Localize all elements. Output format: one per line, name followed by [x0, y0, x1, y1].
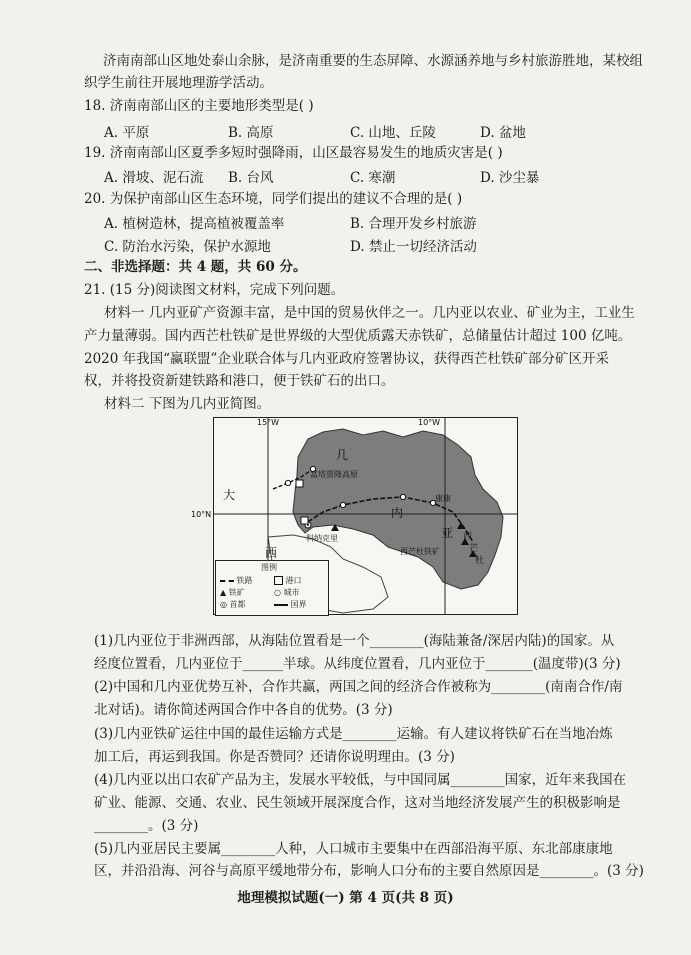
label-country-3: 亚	[441, 526, 454, 540]
intro-line-2: 织学生前往开展地理游学活动。	[84, 75, 273, 91]
q21-4-line-2: 矿业、能源、交通、农业、民生领域开展深度合作，这对当地经济发展产生的积极影响是	[94, 795, 621, 811]
railway-symbol	[220, 580, 234, 582]
map-legend	[215, 560, 329, 616]
city-marker	[340, 502, 345, 507]
q21-5-line-2: 区，并沿沿海、河谷与高原平缓地带分布，影响人口分布的主要自然原因是________。(3 分)	[94, 863, 644, 879]
q19-option-a: A. 滑坡、泥石流	[104, 170, 204, 186]
label-country-2: 内	[391, 506, 404, 520]
q21-5-line-1: (5)几内亚居民主要属________人种，人口城市主要集中在西部沿海平原、东北部康康地	[94, 841, 613, 857]
material1-line-1: 材料一 几内亚矿产资源丰富，是中国的贸易伙伴之一。几内亚以农业、矿业为主，工业生	[104, 305, 635, 321]
q18-option-a: A. 平原	[104, 125, 150, 141]
label-15w: 15°W	[257, 418, 280, 427]
label-simandou: 西芒杜铁矿	[400, 547, 440, 556]
q18-option-d: D. 盆地	[480, 125, 526, 141]
label-kankan: 康康	[435, 494, 451, 503]
q18-option-b: B. 高原	[228, 125, 274, 141]
city-marker	[400, 494, 405, 499]
page-footer: 地理模拟试题(一) 第 4 页(共 8 页)	[237, 890, 454, 906]
q18-stem: 18. 济南南部山区的主要地形类型是( )	[84, 98, 314, 114]
label-10n: 10°N	[191, 510, 212, 519]
intro-line-1: 济南南部山区地处泰山余脉，是济南重要的生态屏障、水源涵养地与乡村旅游胜地，某校组	[103, 53, 643, 69]
label-xi-1: 西	[463, 532, 473, 542]
label-conakry: 科纳克里	[306, 534, 338, 543]
legend-capital-label: 首都	[229, 600, 246, 609]
legend-railway	[220, 575, 253, 586]
legend-iron-label: 铁矿	[228, 588, 245, 597]
material1-line-2: 产力量薄弱。国内西芒杜铁矿是世界级的大型优质露天赤铁矿，总储量估计超过 100 亿吨。	[84, 328, 632, 344]
port-marker	[301, 517, 308, 524]
city-symbol: ○	[274, 588, 281, 597]
q20-option-b: B. 合理开发乡村旅游	[350, 216, 477, 232]
q19-stem: 19. 济南南部山区夏季多短时强降雨，山区最容易发生的地质灾害是( )	[84, 145, 503, 161]
legend-port	[274, 575, 302, 586]
q21-1-line-1: (1)几内亚位于非洲西部，从海陆位置看是一个________(海陆兼备/深居内陆)的国家。从	[94, 633, 615, 649]
city-marker	[285, 480, 290, 485]
label-country-1: 几	[336, 448, 349, 462]
label-ocean-1: 大	[223, 488, 236, 502]
legend-border	[274, 599, 307, 610]
legend-railway-label: 铁路	[236, 576, 253, 585]
legend-border-label: 国界	[290, 600, 307, 609]
legend-port-label: 港口	[285, 576, 302, 585]
q21-stem: 21. (15 分)阅读图文材料，完成下列问题。	[84, 282, 345, 298]
q21-4-line-3: ________。(3 分)	[94, 818, 199, 834]
q20-option-a: A. 植树造林，提高植被覆盖率	[104, 216, 285, 232]
q20-option-d: D. 禁止一切经济活动	[350, 239, 477, 255]
q19-option-c: C. 寒潮	[350, 170, 396, 186]
q19-option-d: D. 沙尘暴	[480, 170, 540, 186]
border-symbol	[274, 604, 288, 606]
q21-2-line-2: 北对话)。请你简述两国合作中各自的优势。(3 分)	[94, 702, 393, 718]
material1-line-4: 权，并将投资新建铁路和港口，便于铁矿石的出口。	[84, 373, 395, 389]
q21-3-line-1: (3)几内亚铁矿运往中国的最佳运输方式是________运输。有人建议将铁矿石在当地冶炼	[94, 726, 613, 742]
material1-line-3: 2020 年我国“赢联盟”企业联合体与几内亚政府签署协议，获得西芒杜铁矿部分矿区开采	[84, 351, 609, 367]
label-ocean-2: 西	[265, 546, 278, 560]
q20-option-c: C. 防治水污染，保护水源地	[104, 239, 271, 255]
legend-iron	[220, 587, 245, 598]
label-xi-2: 芒	[469, 544, 479, 554]
port-symbol	[274, 576, 283, 585]
material2-caption: 材料二 下图为几内亚简图。	[104, 396, 271, 412]
q21-3-line-2: 加工后，再运到我国。你是否赞同？还请你说明理由。(3 分)	[94, 749, 455, 765]
label-xi-3: 杜	[475, 556, 485, 566]
capital-symbol: ◎	[220, 600, 227, 609]
label-plateau: 富塔贾隆高原	[310, 470, 358, 479]
legend-title: 图例	[261, 563, 277, 572]
legend-city-label: 城市	[283, 588, 300, 597]
legend-city	[274, 587, 300, 598]
q20-stem: 20. 为保护南部山区生态环境，同学们提出的建议不合理的是( )	[84, 191, 463, 207]
legend-capital	[220, 599, 246, 610]
q19-option-b: B. 台风	[228, 170, 274, 186]
q21-1-line-2: 经度位置看，几内亚位于______半球。从纬度位置看，几内亚位于_______(温度带)(3 分)	[94, 656, 621, 672]
port-marker	[296, 480, 303, 487]
q21-4-line-1: (4)几内亚以出口农矿产品为主，发展水平较低，与中国同属________国家，近年来我国在	[94, 772, 627, 788]
q18-option-c: C. 山地、丘陵	[350, 125, 436, 141]
label-10w: 10°W	[418, 418, 441, 427]
section-2-heading: 二、非选择题：共 4 题，共 60 分。	[84, 259, 307, 275]
q21-2-line-1: (2)中国和几内亚优势互补，合作共赢，两国之间的经济合作被称为________(南南合作/南	[94, 679, 623, 695]
iron-symbol: ▲	[220, 588, 227, 597]
